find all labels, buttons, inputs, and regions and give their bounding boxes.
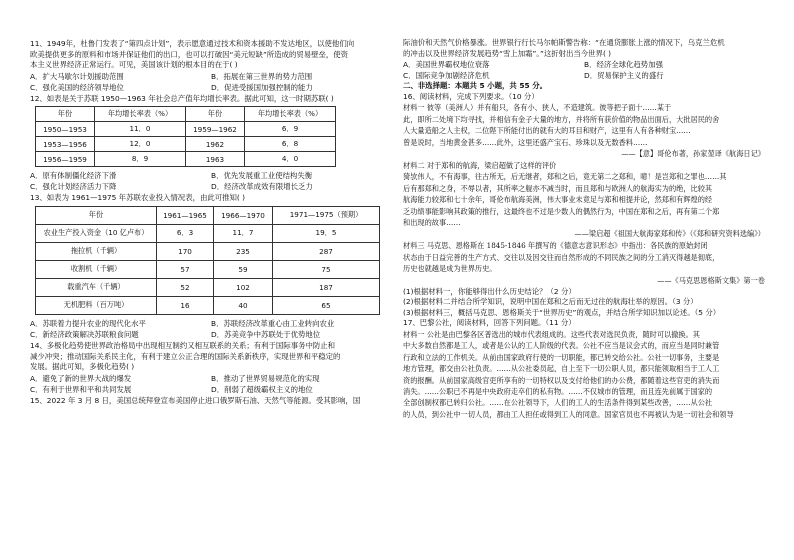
table-row — [36, 152, 336, 167]
q16-stem: 16、阅读材料，完成下列要求。（10 分） — [403, 91, 539, 101]
q12-options-row — [30, 170, 392, 181]
table-header: 年均增长率表（%） — [95, 107, 186, 122]
table-cell: 170 — [157, 242, 214, 260]
q16-sub-question: (3)根据材料三，概括马克思、恩格斯关于“世界历史”的观点，并结合所学知识加以论述。（5 分） — [403, 307, 721, 317]
table-cell: 6．3 — [157, 224, 214, 242]
q11-options-row — [30, 71, 392, 82]
q15-options-row — [403, 59, 765, 70]
table-cell: 4．0 — [245, 152, 336, 167]
material-1 — [403, 102, 765, 160]
material-line: 乏功绩事能影响其政策的推行，这最终也不过是少数人的偶然行为，中国在郑和之后，再有第二个郑 — [403, 206, 720, 216]
question-12 — [30, 94, 392, 193]
q14-option-c[interactable]: C．有利于世界和平和共同发展 — [30, 384, 132, 394]
material-line: 中大多数自然都是工人，或者是公认的工人阶级的代表。公社不应当是议会式的，而应当是同时兼管 — [403, 341, 720, 351]
q13-option-a[interactable]: A．苏联着力提升农业的现代化水平 — [30, 318, 146, 328]
question-13 — [30, 193, 392, 340]
table-cell: 11．7 — [214, 224, 273, 242]
material-line: 行政和立法的工作机关。从前由国家政府行使的一切职能，都已转交给公社。公社一切事务，主要是 — [403, 352, 720, 362]
table-cell: 52 — [157, 278, 214, 296]
table-row — [36, 137, 336, 152]
table-row — [36, 122, 336, 137]
table-cell: 187 — [273, 278, 380, 296]
table-q12 — [35, 106, 336, 167]
table-cell: 75 — [273, 260, 380, 278]
q11-option-c[interactable]: C．强化美国的经济领导地位 — [30, 82, 124, 92]
material-line: 资的报酬。从前国家高级官吏所享有的一切特权以及支付给他们的办公费，都随着这些官吏的消失而 — [403, 375, 720, 385]
table-cell: 287 — [273, 242, 380, 260]
table-header: 1966—1970 — [214, 206, 273, 224]
q11-option-b[interactable]: B．拓展在第三世界的势力范围 — [211, 71, 313, 81]
table-header: 1971—1975（预期） — [273, 206, 380, 224]
right-column — [403, 38, 765, 420]
table-cell: 6．9 — [245, 122, 336, 137]
q16-sub-question: (2)根据材料二并结合所学知识，说明中国在郑和之后而无过往的航海壮举的原因。（3 分） — [403, 297, 698, 307]
material-line: 此，即所二处境下均寻找，并相信有金子大量的地方，并将所有获价值的物品出面后，大批居民的舍 — [403, 114, 720, 124]
q12-option-c[interactable]: C．强化计划经济活力下降 — [30, 182, 117, 192]
table-row — [36, 242, 380, 260]
table-cell: 收割机（千辆） — [36, 260, 157, 278]
q11-line: 本主义世界经济正常运行。可见，美国该计划的根本目的在于( ) — [30, 60, 238, 70]
table-header: 年份 — [36, 206, 157, 224]
table-cell: 1953—1956 — [36, 137, 95, 152]
material-line: 地方管理，都交由公社负责。……从公社委员起，自上至下一切公职人员，都只能领取相当于工人工 — [403, 364, 720, 374]
material-line: 和出现的故事…… — [403, 218, 461, 228]
q13-options-row — [30, 318, 392, 329]
table-cell: 拖拉机（千辆） — [36, 242, 157, 260]
material-line: 材料二 对于郑和的航海，梁启超做了这样的评价 — [403, 161, 557, 170]
table-header-row — [36, 206, 380, 224]
q14-options-row — [30, 384, 392, 395]
table-cell: 65 — [273, 296, 380, 314]
q14-line: 减少冲突；推动国际关系民主化，有利于建立公正合理的国际关系新秩序，实现世界和平稳定的 — [30, 351, 341, 361]
material-q17 — [403, 329, 765, 420]
material-line: 材料一 彼等（美洲人）并有船只，各有小、狭人，不造建筑。彼等把子面十……某于 — [403, 103, 672, 113]
table-cell: 102 — [214, 278, 273, 296]
q12-options-row — [30, 181, 392, 192]
table-cell: 40 — [214, 296, 273, 314]
table-cell: 无机肥料（百万吨） — [36, 296, 157, 314]
q11-option-a[interactable]: A．扩大马歇尔计划援助范围 — [30, 71, 124, 81]
q15-continued: 的冲击以及世界经济发展趋势“雪上加霜”。”这折射出当今世界( ) — [403, 48, 612, 58]
table-row — [36, 224, 380, 242]
q11-line: 欧美提供更多的原料和市场并保证他们的出口，也可以打破因“美元短缺”所造成的贸易壁垒，使资 — [30, 49, 349, 59]
q14-options-row — [30, 373, 392, 384]
table-cell: 11．0 — [95, 122, 186, 137]
q14-line: 发展。据此可知，多极化趋势( ) — [30, 362, 135, 372]
table-cell: 1956—1959 — [36, 152, 95, 167]
table-header: 年份 — [36, 107, 95, 122]
q15-option-b[interactable]: B．经济全球化趋势加强 — [584, 60, 663, 70]
table-cell: 12．0 — [95, 137, 186, 152]
q15-option-d[interactable]: D．贸易保护主义的盛行 — [584, 71, 664, 81]
table-cell: 1950—1953 — [36, 122, 95, 137]
table-cell: 1963 — [186, 152, 245, 167]
material-line: 曾是说时，当地黄金甚多……此外，这里还盛产宝石、珍珠以及无数香料…… — [403, 137, 648, 147]
question-11 — [30, 39, 392, 93]
table-q13 — [35, 206, 380, 315]
table-cell: 1962 — [186, 137, 245, 152]
material-line: 人大量造船之人主权，二位陛下所能付出的就有大的耳目和财产，这里有人有各种财宝…… — [403, 126, 691, 136]
table-cell: 19．5 — [273, 224, 380, 242]
table-cell: 载重汽车（千辆） — [36, 278, 157, 296]
material-line: 后有那郑和之身，不辱以者，其所率之舰亦不减当时，而且郑和与欧洲人的航海实为的绝，比较其 — [403, 183, 713, 193]
table-cell: 6．8 — [245, 137, 336, 152]
q17-stem: 17、巴黎公社，阅读材料，回答下列问题。（11 分） — [403, 318, 576, 328]
q16-sub-question: (1)根据材料一，你能够得出什么历史结论？（2 分） — [403, 286, 576, 296]
q13-option-d[interactable]: D．苏美竞争中苏联处于优势地位 — [211, 329, 321, 339]
q13-stem: 13、如表为 1961—1975 年苏联农业投入情况表，由此可推知( ) — [30, 193, 246, 203]
q14-option-d[interactable]: D．削弱了超级霸权主义的地位 — [211, 384, 313, 394]
material-source: ——【意】哥伦布著，孙家堃译《航海日记》 — [621, 149, 765, 158]
table-header: 1961—1965 — [157, 206, 214, 224]
table-cell: 8．9 — [95, 152, 186, 167]
q13-option-b[interactable]: B．苏联经济改革重心由工业转向农业 — [211, 318, 335, 328]
material-line: 的人员，到公社中一切人员，都由工人担任或得到工人的同意。国家官员也不再被认为是一切社会和领导 — [403, 409, 734, 419]
q13-options-row — [30, 329, 392, 340]
material-line: 全部创制权都已转归公社。……在公社领导下，人们的工人的生活条件得到某些改善，……从公社 — [403, 398, 713, 408]
material-source: ——梁启超《祖国大航海家郑和传》（《郑和研究资料选编》） — [574, 229, 765, 239]
material-source: ——《马克思恩格斯文集》第一卷 — [657, 275, 765, 285]
q13-option-c[interactable]: C．新经济政策解决苏联粮食问题 — [30, 329, 139, 339]
material-line: 航海能力较郑和七十余年，哥伦布航海美洲，伟大事业未竟足与郑和相提并论，然郑和有辉煌的经 — [403, 195, 713, 205]
table-cell: 农业生产投入资金（10 亿卢布） — [36, 224, 157, 242]
q15-options-row — [403, 70, 765, 81]
question-15 — [30, 396, 392, 407]
table-row — [36, 278, 380, 296]
section-heading: 二、非选择题：本题共 5 小题，共 55 分。 — [403, 81, 547, 91]
q12-stem: 12、如表是关于苏联 1950—1963 年社会总产值年均增长率表。据此可知，这一时期苏联( ) — [30, 93, 334, 103]
q15-option-c[interactable]: C．国际竞争加剧经济危机 — [403, 71, 490, 81]
q15-continued: 际油价和天然气价格暴涨。世界银行行长马尔帕斯警告称：“在通货膨胀上涨的情况下，乌克兰危机 — [403, 38, 725, 47]
table-cell: 235 — [214, 242, 273, 260]
q11-options-row — [30, 82, 392, 93]
material-line: 猗欤伟人，不有海事，往古所无，后无继者，郑和之后，竟无第二之郑和，噫！是岂郑和之罪也……其 — [403, 172, 727, 182]
material-line: 消失。……公职已不再是中央政府走卒们的私有物。……不仅城市的管理，而且连先前属于国家的 — [403, 387, 713, 397]
material-line: 材料一 公社是由巴黎各区普选出的城市代表组成的。这些代表对选民负责，随时可以撤换。其 — [403, 330, 700, 340]
material-line: 状态由于日益完善的生产方式、交往以及因交往而自然形成的不同民族之间的分工消灭得越是彻底， — [403, 252, 720, 262]
q12-option-d[interactable]: D．经济改革成效有限增长乏力 — [211, 182, 313, 192]
table-header-row — [36, 107, 336, 122]
q15-stem: 15、2022 年 3 月 8 日，美国总统拜登宣布美国停止进口俄罗斯石油、天然气等能源。受其影响，国 — [30, 395, 361, 405]
question-14 — [30, 341, 392, 395]
table-row — [36, 296, 380, 314]
table-cell: 16 — [157, 296, 214, 314]
table-header: 年均增长率表（%） — [245, 107, 336, 122]
material-3 — [403, 240, 765, 286]
q15-option-a[interactable]: A．美国世界霸权地位衰落 — [403, 60, 490, 70]
left-column — [30, 38, 392, 406]
material-line: 材料三 马克思、恩格斯在 1845-1846 年撰写的《德意志意识形态》中指出：各民族的原始封闭 — [403, 241, 708, 251]
material-2 — [403, 160, 765, 240]
q14-option-a[interactable]: A．避免了新的世界大战的爆发 — [30, 373, 132, 383]
q14-line: 14、多极化趋势使世界政治格局中出现相互制约又相互联系的关系；有利于国际事务中防止和 — [30, 340, 336, 350]
q14-option-b[interactable]: B．推动了世界贸易规范化的实现 — [211, 373, 320, 383]
table-cell: 57 — [157, 260, 214, 278]
table-cell: 59 — [214, 260, 273, 278]
q12-option-a[interactable]: A．原有体制僵化经济下滑 — [30, 171, 117, 181]
q11-line: 11、1949年，杜鲁门发表了“第四点计划”，表示愿意通过技术和资本援助不发达地区，以使他们向 — [30, 39, 355, 48]
q12-option-b[interactable]: B．优先发展重工业使结构失衡 — [211, 171, 313, 181]
material-line: 历史也就越是成为世界历史。 — [403, 264, 497, 274]
table-row — [36, 260, 380, 278]
table-cell: 1959—1962 — [186, 122, 245, 137]
q11-option-d[interactable]: D．促进受援国加强控制的能力 — [211, 82, 313, 92]
table-header: 年份 — [186, 107, 245, 122]
